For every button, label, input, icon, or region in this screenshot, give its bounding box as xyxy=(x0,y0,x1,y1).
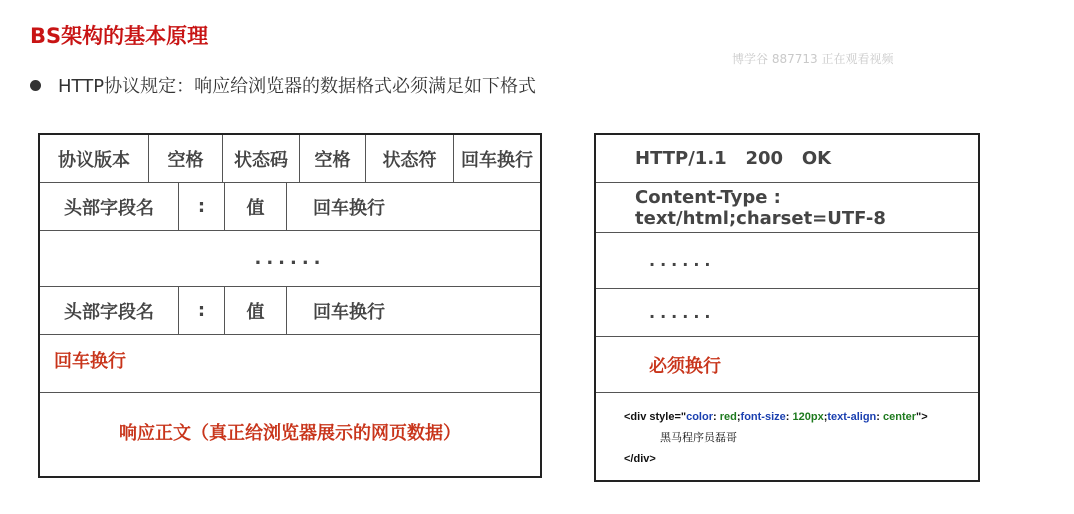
ellipsis-row xyxy=(40,231,540,287)
cell-crlf: 回车换行 xyxy=(286,287,540,334)
bullet-item xyxy=(30,72,536,98)
bullet-text: HTTP协议规定：响应给浏览器的数据格式必须满足如下格式 xyxy=(58,76,537,97)
cell-header-name: 头部字段名 xyxy=(64,197,154,219)
status-line-row xyxy=(40,135,540,183)
response-example-table xyxy=(594,133,980,482)
cell-status-code: 状态码 xyxy=(222,135,299,182)
cell-space: 空格 xyxy=(148,135,222,182)
status-line-text: HTTP/1.1 200 OK xyxy=(635,148,832,169)
cell-crlf: 回车换行 xyxy=(453,135,540,182)
body-row xyxy=(40,393,540,476)
must-crlf-row xyxy=(596,337,978,393)
cell-colon: : xyxy=(178,287,224,334)
cell-header-name: 头部字段名 xyxy=(64,301,154,323)
cell-space: 空格 xyxy=(299,135,365,182)
watermark: 博学谷 887713 正在观看视频 xyxy=(732,52,894,66)
content-type-text: Content-Type : text/html;charset=UTF-8 xyxy=(635,186,886,229)
content-type-row xyxy=(596,183,978,233)
cell-value: 值 xyxy=(224,183,286,230)
cell-value: 值 xyxy=(224,287,286,334)
html-code-snippet xyxy=(624,407,928,470)
header-row xyxy=(40,183,540,231)
code-open-tag: <div style="color: red;font-size: 120px;text-align: center"> xyxy=(624,411,928,423)
cell-protocol-version: 协议版本 xyxy=(58,149,130,171)
slide-title: BS架构的基本原理 xyxy=(30,24,209,48)
crlf-label: 回车换行 xyxy=(54,351,126,372)
ellipsis-row xyxy=(596,233,978,289)
response-format-table xyxy=(38,133,542,478)
crlf-row xyxy=(40,335,540,393)
code-close-tag: </div> xyxy=(624,453,656,465)
header-row xyxy=(40,287,540,335)
bullet-dot-icon xyxy=(30,80,41,91)
response-body-label: 响应正文（真正给浏览器展示的网页数据） xyxy=(119,423,461,444)
cell-crlf: 回车换行 xyxy=(286,183,540,230)
code-inner-text: 黑马程序员磊哥 xyxy=(660,432,737,444)
must-crlf-label: 必须换行 xyxy=(649,355,721,377)
ellipsis-dots: ...... xyxy=(254,248,326,269)
cell-colon: : xyxy=(178,183,224,230)
ellipsis-dots: ...... xyxy=(649,303,716,322)
status-line-example xyxy=(596,135,978,183)
ellipsis-dots: ...... xyxy=(649,251,716,270)
ellipsis-row xyxy=(596,289,978,337)
cell-status-text: 状态符 xyxy=(365,135,453,182)
